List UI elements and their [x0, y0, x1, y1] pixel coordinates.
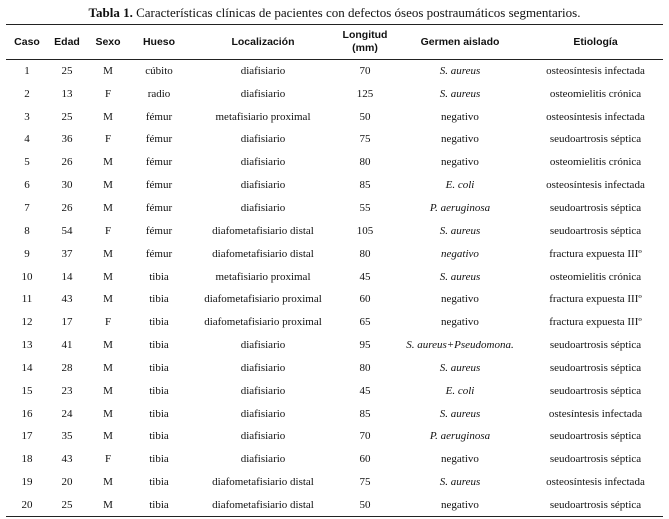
- cell-longitud: 80: [359, 156, 371, 169]
- cell-sexo: F: [104, 224, 112, 237]
- table-row: [6, 288, 663, 311]
- cell-etiologia: seudoartrosis séptica: [549, 384, 642, 397]
- cell-caso: 5: [24, 156, 30, 169]
- cell-hueso: tibia: [149, 453, 169, 466]
- cell-caso: 2: [24, 87, 30, 100]
- cell-caso: 11: [21, 293, 33, 306]
- cell-localizacion: diafisiario: [240, 156, 286, 169]
- header-germen: Germen aislado: [392, 25, 528, 60]
- cell-hueso: cúbito: [145, 65, 173, 78]
- header-etiologia: Etiología: [528, 25, 663, 60]
- cell-localizacion: diafometafisiario distal: [212, 247, 314, 260]
- cell-localizacion: diafisiario: [240, 179, 286, 192]
- table-caption: [0, 5, 669, 21]
- cell-edad: 28: [61, 361, 73, 374]
- cell-localizacion: diafisiario: [240, 65, 286, 78]
- cell-germen: S. aureus: [439, 407, 481, 420]
- cell-caso: 15: [21, 384, 33, 397]
- cell-germen: S. aureus: [439, 270, 481, 283]
- cell-longitud: 65: [359, 316, 371, 329]
- cell-edad: 36: [61, 133, 73, 146]
- table-row: [6, 60, 663, 83]
- cell-caso: 12: [21, 316, 33, 329]
- table-row: [6, 128, 663, 151]
- cell-caso: 10: [21, 270, 33, 283]
- table-caption-text: Características clínicas de pacientes con defectos óseos postraumáticos segmentarios.: [132, 5, 581, 20]
- cell-sexo: M: [103, 65, 113, 78]
- cell-hueso: tibia: [149, 361, 169, 374]
- cell-caso: 13: [21, 339, 33, 352]
- cell-etiologia: osteosíntesis infectada: [546, 476, 645, 489]
- cell-localizacion: diafometafisiario distal: [188, 494, 338, 517]
- cell-sexo: F: [104, 453, 112, 466]
- cell-sexo: M: [103, 156, 113, 169]
- cell-etiologia: osteosíntesis infectada: [546, 110, 645, 123]
- table-row: [6, 402, 663, 425]
- cell-etiologia: seudoartrosis séptica: [549, 430, 642, 443]
- cell-longitud: 60: [359, 293, 371, 306]
- header-caso: Caso: [6, 25, 48, 60]
- table-row: [6, 174, 663, 197]
- header-longitud-line1: Longitud: [342, 29, 388, 41]
- cell-edad: 25: [48, 494, 86, 517]
- cell-edad: 43: [61, 293, 73, 306]
- cell-sexo: F: [104, 316, 112, 329]
- cell-caso: 16: [21, 407, 33, 420]
- cell-longitud: 55: [359, 201, 371, 214]
- cell-germen: P. aeruginosa: [429, 201, 491, 214]
- cell-edad: 17: [61, 316, 73, 329]
- cell-sexo: M: [103, 201, 113, 214]
- cell-sexo: F: [104, 87, 112, 100]
- cell-hueso: tibia: [149, 293, 169, 306]
- cell-edad: 24: [61, 407, 73, 420]
- cell-localizacion: diafometafisiario proximal: [204, 293, 322, 306]
- header-edad: Edad: [48, 25, 86, 60]
- cell-edad: 26: [61, 156, 73, 169]
- table-row: [6, 356, 663, 379]
- cell-germen: S. aureus: [439, 224, 481, 237]
- cell-longitud: 45: [359, 270, 371, 283]
- cell-etiologia: seudoartrosis séptica: [549, 339, 642, 352]
- cell-sexo: M: [103, 110, 113, 123]
- cell-hueso: tibia: [149, 407, 169, 420]
- cell-hueso: fémur: [145, 224, 173, 237]
- cell-localizacion: diafisiario: [240, 361, 286, 374]
- cell-etiologia: seudoartrosis séptica: [528, 494, 663, 517]
- table-row: [6, 379, 663, 402]
- cell-localizacion: diafometafisiario proximal: [204, 316, 322, 329]
- table-row: [6, 471, 663, 494]
- cell-etiologia: seudoartrosis séptica: [549, 224, 642, 237]
- cell-localizacion: diafometafisiario distal: [212, 476, 314, 489]
- cell-sexo: M: [86, 494, 130, 517]
- cell-longitud: 60: [359, 453, 371, 466]
- table-row: [6, 448, 663, 471]
- cell-germen: S. aureus: [439, 87, 481, 100]
- cell-longitud: 50: [338, 494, 392, 517]
- cell-caso: 19: [21, 476, 33, 489]
- cell-hueso: fémur: [145, 133, 173, 146]
- cell-longitud: 70: [359, 430, 371, 443]
- table-header-row: [6, 25, 663, 60]
- cell-sexo: M: [103, 339, 113, 352]
- table-row: [6, 311, 663, 334]
- cell-etiologia: seudoartrosis séptica: [549, 361, 642, 374]
- cell-localizacion: diafometafisiario distal: [212, 224, 314, 237]
- cell-sexo: M: [103, 247, 113, 260]
- cell-sexo: M: [103, 407, 113, 420]
- cell-longitud: 85: [359, 407, 371, 420]
- cell-germen: negativo: [441, 110, 479, 123]
- cell-etiologia: osteomielitis crónica: [549, 156, 642, 169]
- header-longitud: [338, 25, 392, 60]
- cell-caso: 9: [24, 247, 30, 260]
- cell-etiologia: osteosíntesis infectada: [546, 65, 645, 78]
- cell-sexo: M: [103, 430, 113, 443]
- cell-germen: negativo: [441, 247, 479, 260]
- cell-hueso: tibia: [149, 384, 169, 397]
- cell-sexo: F: [104, 133, 112, 146]
- cell-sexo: M: [103, 179, 113, 192]
- cell-hueso: fémur: [145, 201, 173, 214]
- cell-caso: 4: [24, 133, 30, 146]
- cell-germen: negativo: [441, 133, 479, 146]
- cell-germen: negativo: [441, 316, 479, 329]
- cell-germen: negativo: [441, 156, 479, 169]
- cell-localizacion: metafisiario proximal: [215, 110, 311, 123]
- cell-longitud: 85: [359, 179, 371, 192]
- cell-sexo: M: [103, 361, 113, 374]
- cell-caso: 7: [24, 201, 30, 214]
- cell-localizacion: diafisiario: [240, 384, 286, 397]
- table-row: [6, 242, 663, 265]
- cell-edad: 35: [61, 430, 73, 443]
- header-localizacion: Localización: [188, 25, 338, 60]
- table-body: [6, 60, 663, 517]
- cell-caso: 8: [24, 224, 30, 237]
- table-row: [6, 105, 663, 128]
- cell-hueso: tibia: [149, 339, 169, 352]
- cell-caso: 14: [21, 361, 33, 374]
- cell-germen: E. coli: [445, 384, 475, 397]
- cell-edad: 43: [61, 453, 73, 466]
- cell-longitud: 50: [359, 110, 371, 123]
- cell-germen: S. aureus: [439, 65, 481, 78]
- cell-edad: 37: [61, 247, 73, 260]
- cell-etiologia: fractura expuesta IIIº: [549, 316, 642, 329]
- cell-longitud: 125: [356, 87, 374, 100]
- cell-etiologia: seudoartrosis séptica: [549, 201, 642, 214]
- cell-longitud: 45: [359, 384, 371, 397]
- cell-hueso: fémur: [145, 156, 173, 169]
- cell-longitud: 80: [359, 361, 371, 374]
- cell-hueso: fémur: [145, 247, 173, 260]
- cell-localizacion: diafisiario: [240, 133, 286, 146]
- cell-sexo: M: [103, 293, 113, 306]
- table-row: [6, 197, 663, 220]
- cell-edad: 13: [61, 87, 73, 100]
- cell-sexo: M: [103, 270, 113, 283]
- cell-etiologia: osteomielitis crónica: [549, 87, 642, 100]
- cell-longitud: 75: [359, 476, 371, 489]
- cell-sexo: M: [103, 476, 113, 489]
- cell-hueso: tibia: [149, 270, 169, 283]
- cell-etiologia: seudoartrosis séptica: [549, 133, 642, 146]
- cell-germen: S. aureus: [439, 361, 481, 374]
- cell-localizacion: metafisiario proximal: [215, 270, 311, 283]
- cell-localizacion: diafisiario: [240, 453, 286, 466]
- cell-edad: 25: [61, 110, 73, 123]
- table-row: [6, 334, 663, 357]
- cell-germen: S. aureus+Pseudomona.: [406, 339, 514, 352]
- cell-germen: P. aeruginosa: [429, 430, 491, 443]
- cell-sexo: M: [103, 384, 113, 397]
- cell-edad: 41: [61, 339, 73, 352]
- cell-longitud: 75: [359, 133, 371, 146]
- header-sexo: Sexo: [86, 25, 130, 60]
- table-row: [6, 219, 663, 242]
- table-row: [6, 494, 663, 517]
- cell-caso: 6: [24, 179, 30, 192]
- cell-edad: 20: [61, 476, 73, 489]
- cell-localizacion: diafisiario: [240, 339, 286, 352]
- cell-localizacion: diafisiario: [240, 407, 286, 420]
- cell-etiologia: fractura expuesta IIIº: [549, 247, 642, 260]
- cell-localizacion: diafisiario: [240, 201, 286, 214]
- table-row: [6, 82, 663, 105]
- cell-caso: 1: [24, 65, 30, 78]
- header-hueso: Hueso: [130, 25, 188, 60]
- cell-hueso: tibia: [149, 430, 169, 443]
- cell-etiologia: osteosíntesis infectada: [546, 179, 645, 192]
- cell-hueso: tibia: [149, 476, 169, 489]
- cell-edad: 25: [61, 65, 73, 78]
- cell-edad: 14: [61, 270, 73, 283]
- clinical-table: [6, 24, 663, 517]
- cell-germen: negativo: [392, 494, 528, 517]
- cell-hueso: fémur: [145, 179, 173, 192]
- header-longitud-line2: (mm): [352, 42, 378, 54]
- table-row: [6, 265, 663, 288]
- cell-germen: E. coli: [445, 179, 475, 192]
- cell-longitud: 95: [359, 339, 371, 352]
- cell-etiologia: osteomielitis crónica: [549, 270, 642, 283]
- cell-longitud: 105: [356, 224, 374, 237]
- cell-caso: 3: [24, 110, 30, 123]
- cell-hueso: fémur: [145, 110, 173, 123]
- table-caption-label: Tabla 1.: [88, 5, 133, 20]
- cell-edad: 23: [61, 384, 73, 397]
- cell-edad: 26: [61, 201, 73, 214]
- cell-longitud: 80: [359, 247, 371, 260]
- cell-hueso: tibia: [130, 494, 188, 517]
- cell-longitud: 70: [359, 65, 371, 78]
- cell-etiologia: seudoartrosis séptica: [549, 453, 642, 466]
- cell-caso: 18: [21, 453, 33, 466]
- cell-edad: 30: [61, 179, 73, 192]
- cell-germen: negativo: [441, 293, 479, 306]
- cell-etiologia: fractura expuesta IIIº: [549, 293, 642, 306]
- cell-edad: 54: [61, 224, 73, 237]
- cell-caso: 20: [6, 494, 48, 517]
- cell-hueso: tibia: [149, 316, 169, 329]
- cell-germen: negativo: [441, 453, 479, 466]
- cell-etiologia: ostesíntesis infectada: [548, 407, 643, 420]
- cell-localizacion: diafisiario: [240, 87, 286, 100]
- cell-localizacion: diafisiario: [240, 430, 286, 443]
- cell-germen: S. aureus: [439, 476, 481, 489]
- table-row: [6, 425, 663, 448]
- cell-hueso: radio: [147, 87, 171, 100]
- table-row: [6, 151, 663, 174]
- cell-caso: 17: [21, 430, 33, 443]
